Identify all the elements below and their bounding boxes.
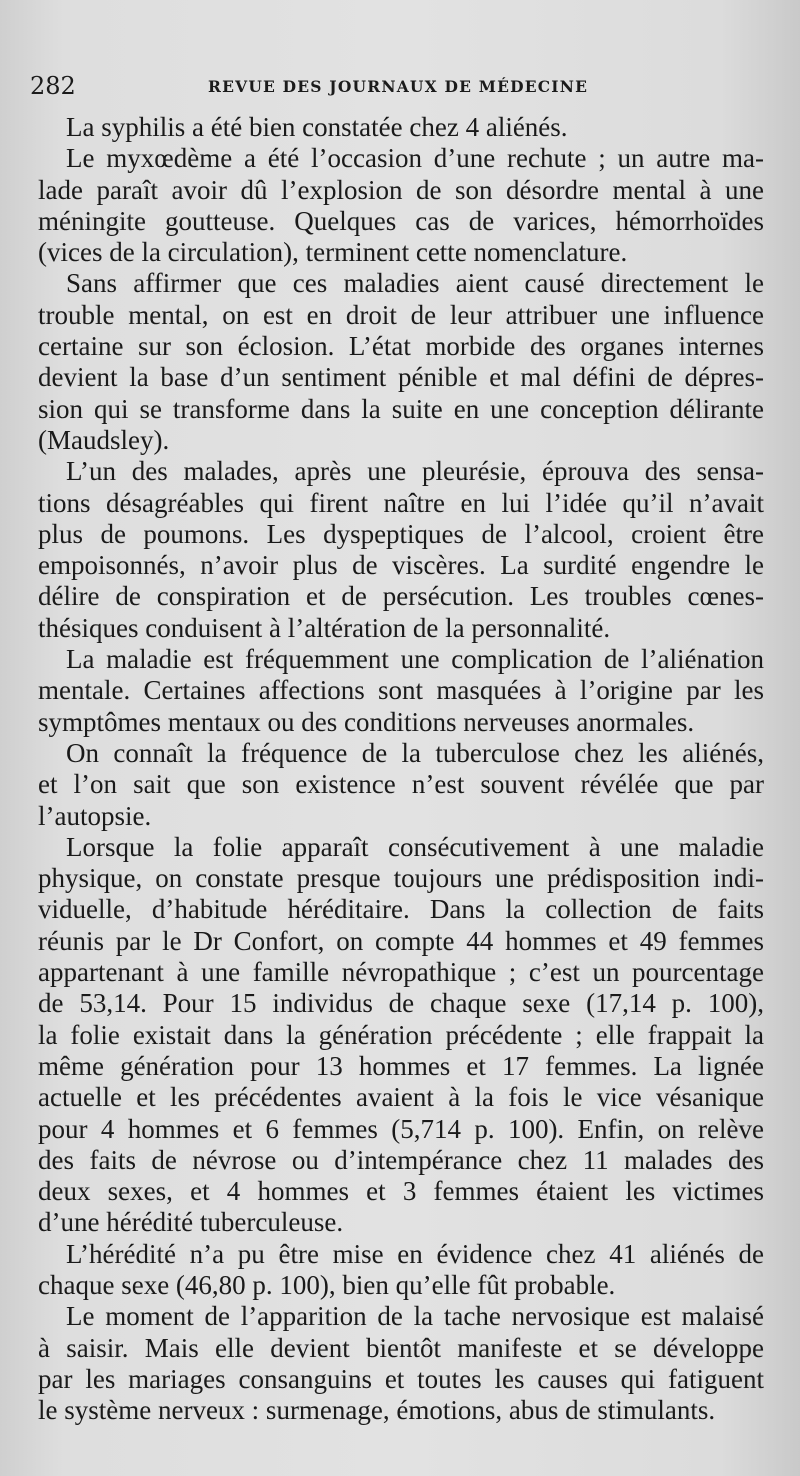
text-line: pour 4 hommes et 6 femmes (5,714 p. 100). Enfin, on relève xyxy=(38,1113,764,1144)
text-line: deux sexes, et 4 hommes et 3 femmes étaient les victimes xyxy=(38,1176,764,1207)
text-line: la folie existait dans la génération précédente ; elle frappait la xyxy=(38,1019,764,1050)
text-line: trouble mental, on est en droit de leur attribuer une influence xyxy=(38,299,764,330)
text-line: (Maudsley). xyxy=(38,424,170,455)
text-line: mentale. Certaines affections sont masquées à l’origine par les xyxy=(38,675,764,706)
text-line: L’hérédité n’a pu être mise en évidence chez 41 aliénés de xyxy=(66,1238,764,1269)
text-line: et l’on sait que son existence n’est souvent révélée que par xyxy=(38,769,764,800)
text-line: des faits de névrose ou d’intempérance chez 11 malades des xyxy=(38,1144,764,1175)
paragraph xyxy=(38,1301,764,1426)
paragraph xyxy=(38,112,764,143)
paragraph xyxy=(38,832,764,1239)
text-line: viduelle, d’habitude héréditaire. Dans la collection de faits xyxy=(38,894,764,925)
text-line: (vices de la circulation), terminent cette nomenclature. xyxy=(38,237,628,268)
running-head: REVUE DES JOURNAUX DE MÉDECINE xyxy=(208,77,589,96)
text-line: symptômes mentaux ou des conditions nerveuses anormales. xyxy=(38,706,695,737)
paragraph xyxy=(38,268,764,456)
body-text xyxy=(38,112,764,1426)
text-line: d’une hérédité tuberculeuse. xyxy=(38,1207,344,1238)
text-line: Sans affirmer que ces maladies aient causé directement le xyxy=(66,268,764,299)
text-line: devient la base d’un sentiment pénible et mal défini de dépres- xyxy=(38,362,764,393)
paragraph xyxy=(38,143,764,268)
text-line: certaine sur son éclosion. L’état morbide des organes internes xyxy=(38,331,764,362)
text-line: empoisonnés, n’avoir plus de viscères. La surdité engendre le xyxy=(38,550,764,581)
text-line: chaque sexe (46,80 p. 100), bien qu’elle fût probable. xyxy=(38,1269,616,1300)
text-line: La syphilis a été bien constatée chez 4 aliénés. xyxy=(66,112,568,142)
text-line: tions désagréables qui firent naître en lui l’idée qu’il n’avait xyxy=(38,487,764,518)
text-line: appartenant à une famille névropathique ; c’est un pourcentage xyxy=(38,957,764,988)
text-line: Le myxœdème a été l’occasion d’une rechute ; un autre ma- xyxy=(66,143,764,174)
text-line: délire de conspiration et de persécution. Les troubles cœnes- xyxy=(38,581,764,612)
text-line: thésiques conduisent à l’altération de la personnalité. xyxy=(38,612,611,643)
text-line: Le moment de l’apparition de la tache nervosique est malaisé xyxy=(66,1301,764,1332)
text-line: physique, on constate presque toujours une prédisposition indi- xyxy=(38,863,764,894)
text-line: sion qui se transforme dans la suite en une conception délirante xyxy=(38,393,764,424)
text-line: On connaît la fréquence de la tuberculose chez les aliénés, xyxy=(66,737,764,768)
text-line: à saisir. Mais elle devient bientôt manifeste et se développe xyxy=(38,1332,764,1363)
page-header xyxy=(30,72,750,102)
text-line: même génération pour 13 hommes et 17 femmes. La lignée xyxy=(38,1050,764,1081)
text-line: le système nerveux : surmenage, émotions, abus de stimulants. xyxy=(38,1395,716,1426)
text-line: Lorsque la folie apparaît consécutivement à une maladie xyxy=(66,831,764,862)
text-line: méningite goutteuse. Quelques cas de varices, hémorrhoïdes xyxy=(38,205,764,236)
text-line: plus de poumons. Les dyspeptiques de l’alcool, croient être xyxy=(38,518,764,549)
text-line: de 53,14. Pour 15 individus de chaque sexe (17,14 p. 100), xyxy=(38,988,764,1019)
text-line: lade paraît avoir dû l’explosion de son désordre mental à une xyxy=(38,174,764,205)
paragraph xyxy=(38,456,764,644)
paragraph xyxy=(38,644,764,738)
paragraph xyxy=(38,1239,764,1302)
text-line: actuelle et les précédentes avaient à la fois le vice vésanique xyxy=(38,1082,764,1113)
text-line: par les mariages consanguins et toutes les causes qui fatiguent xyxy=(38,1363,764,1394)
paragraph xyxy=(38,738,764,832)
text-line: réunis par le Dr Confort, on compte 44 hommes et 49 femmes xyxy=(38,925,764,956)
page-number: 282 xyxy=(30,72,76,100)
text-line: La maladie est fréquemment une complication de l’aliénation xyxy=(66,644,764,675)
text-line: l’autopsie. xyxy=(38,800,152,831)
text-line: L’un des malades, après une pleurésie, éprouva des sensa- xyxy=(66,456,764,487)
